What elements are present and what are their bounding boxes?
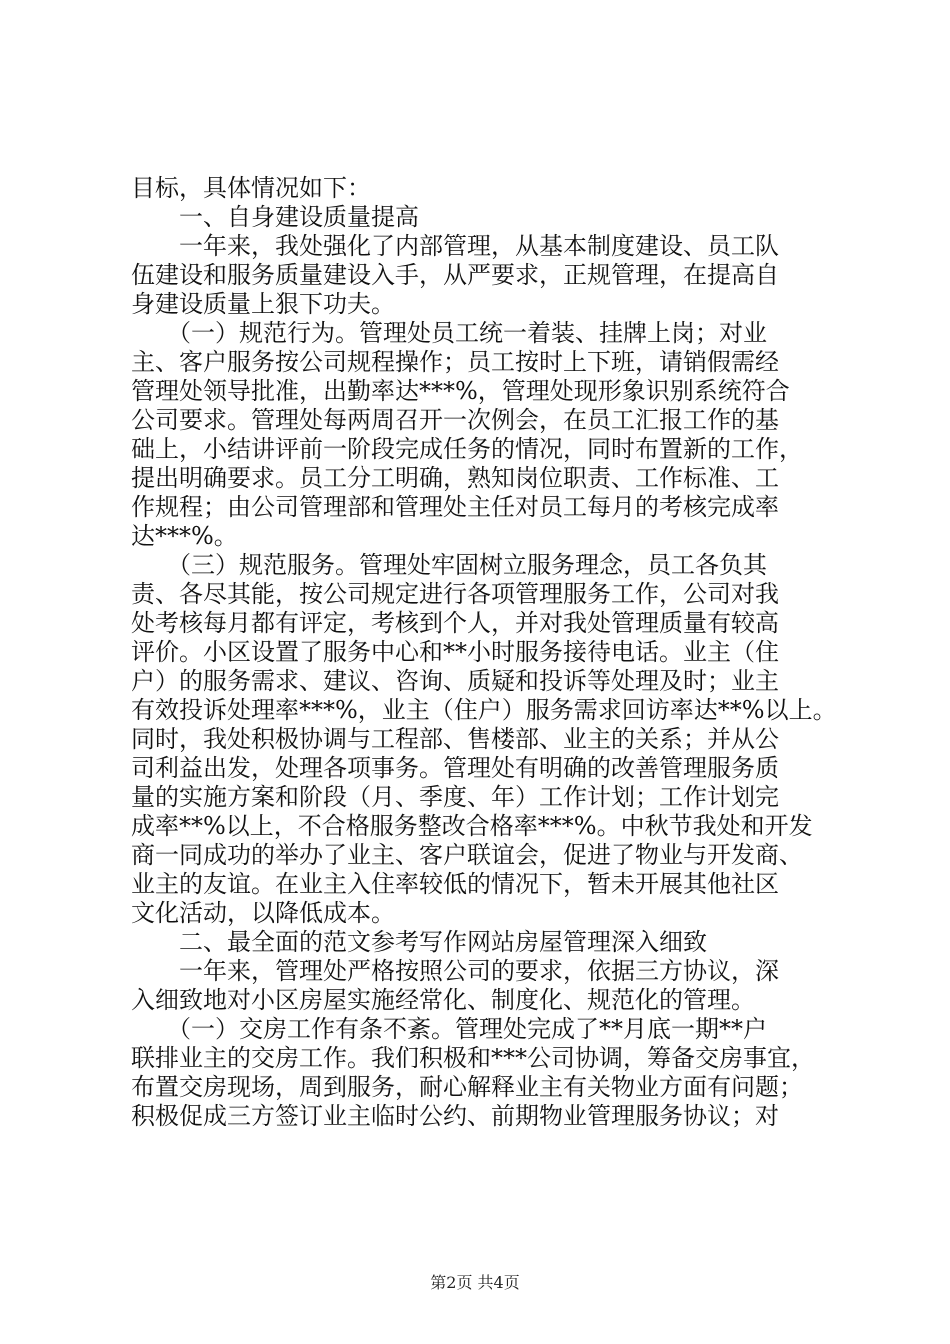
text-line: 提出明确要求。员工分工明确，熟知岗位职责、工作标准、工 [131, 464, 779, 492]
text-line: 量的实施方案和阶段（月、季度、年）工作计划；工作计划完 [131, 783, 779, 811]
text-line: 布置交房现场，周到服务，耐心解释业主有关物业方面有问题； [131, 1073, 803, 1101]
text-line: 入细致地对小区房屋实施经常化、制度化、规范化的管理。 [131, 986, 755, 1014]
text-line: 础上，小结讲评前一阶段完成任务的情况，同时布置新的工作， [131, 435, 803, 463]
text-line: （一）规范行为。管理处员工统一着装、挂牌上岗；对业 [131, 319, 767, 347]
text-line: （一）交房工作有条不紊。管理处完成了**月底一期**户 [131, 1015, 767, 1043]
text-line: 达***%。 [131, 522, 238, 550]
text-line: 责、各尽其能，按公司规定进行各项管理服务工作，公司对我 [131, 580, 779, 608]
text-line: 目标，具体情况如下： [131, 174, 371, 202]
page-number-footer: 第2页 共4页 [430, 1273, 520, 1292]
text-line: 一年来，我处强化了内部管理，从基本制度建设、员工队 [131, 232, 779, 260]
text-line: 成率**%以上，不合格服务整改合格率***%。中秋节我处和开发 [131, 812, 813, 840]
text-line: 同时，我处积极协调与工程部、售楼部、业主的关系；并从公 [131, 725, 779, 753]
text-line: 伍建设和服务质量建设入手，从严要求，正规管理，在提高自 [131, 261, 779, 289]
text-line: 联排业主的交房工作。我们积极和***公司协调，筹备交房事宜， [131, 1044, 815, 1072]
text-line: 作规程；由公司管理部和管理处主任对员工每月的考核完成率 [131, 493, 779, 521]
text-line: 公司要求。管理处每两周召开一次例会，在员工汇报工作的基 [131, 406, 779, 434]
text-line: 商一同成功的举办了业主、客户联谊会，促进了物业与开发商、 [131, 841, 803, 869]
section-heading: 一、自身建设质量提高 [131, 203, 419, 231]
text-line: 有效投诉处理率***%，业主（住户）服务需求回访率达**%以上。 [131, 696, 837, 724]
text-line: 户）的服务需求、建议、咨询、质疑和投诉等处理及时；业主 [131, 667, 779, 695]
text-line: 业主的友谊。在业主入住率较低的情况下，暂未开展其他社区 [131, 870, 779, 898]
text-line: 处考核每月都有评定，考核到个人，并对我处管理质量有较高 [131, 609, 779, 637]
text-line: 积极促成三方签订业主临时公约、前期物业管理服务协议；对 [131, 1102, 779, 1130]
text-line: 文化活动，以降低成本。 [131, 899, 395, 927]
text-line: 管理处领导批准，出勤率达***%，管理处现形象识别系统符合 [131, 377, 790, 405]
text-line: 身建设质量上狠下功夫。 [131, 290, 395, 318]
text-line: 司利益出发，处理各项事务。管理处有明确的改善管理服务质 [131, 754, 779, 782]
text-line: 主、客户服务按公司规程操作；员工按时上下班，请销假需经 [131, 348, 779, 376]
text-line: 一年来，管理处严格按照公司的要求，依据三方协议，深 [131, 957, 779, 985]
section-heading: 二、最全面的范文参考写作网站房屋管理深入细致 [131, 928, 707, 956]
text-line: 评价。小区设置了服务中心和**小时服务接待电话。业主（住 [131, 638, 779, 666]
text-line: （三）规范服务。管理处牢固树立服务理念，员工各负其 [131, 551, 767, 579]
